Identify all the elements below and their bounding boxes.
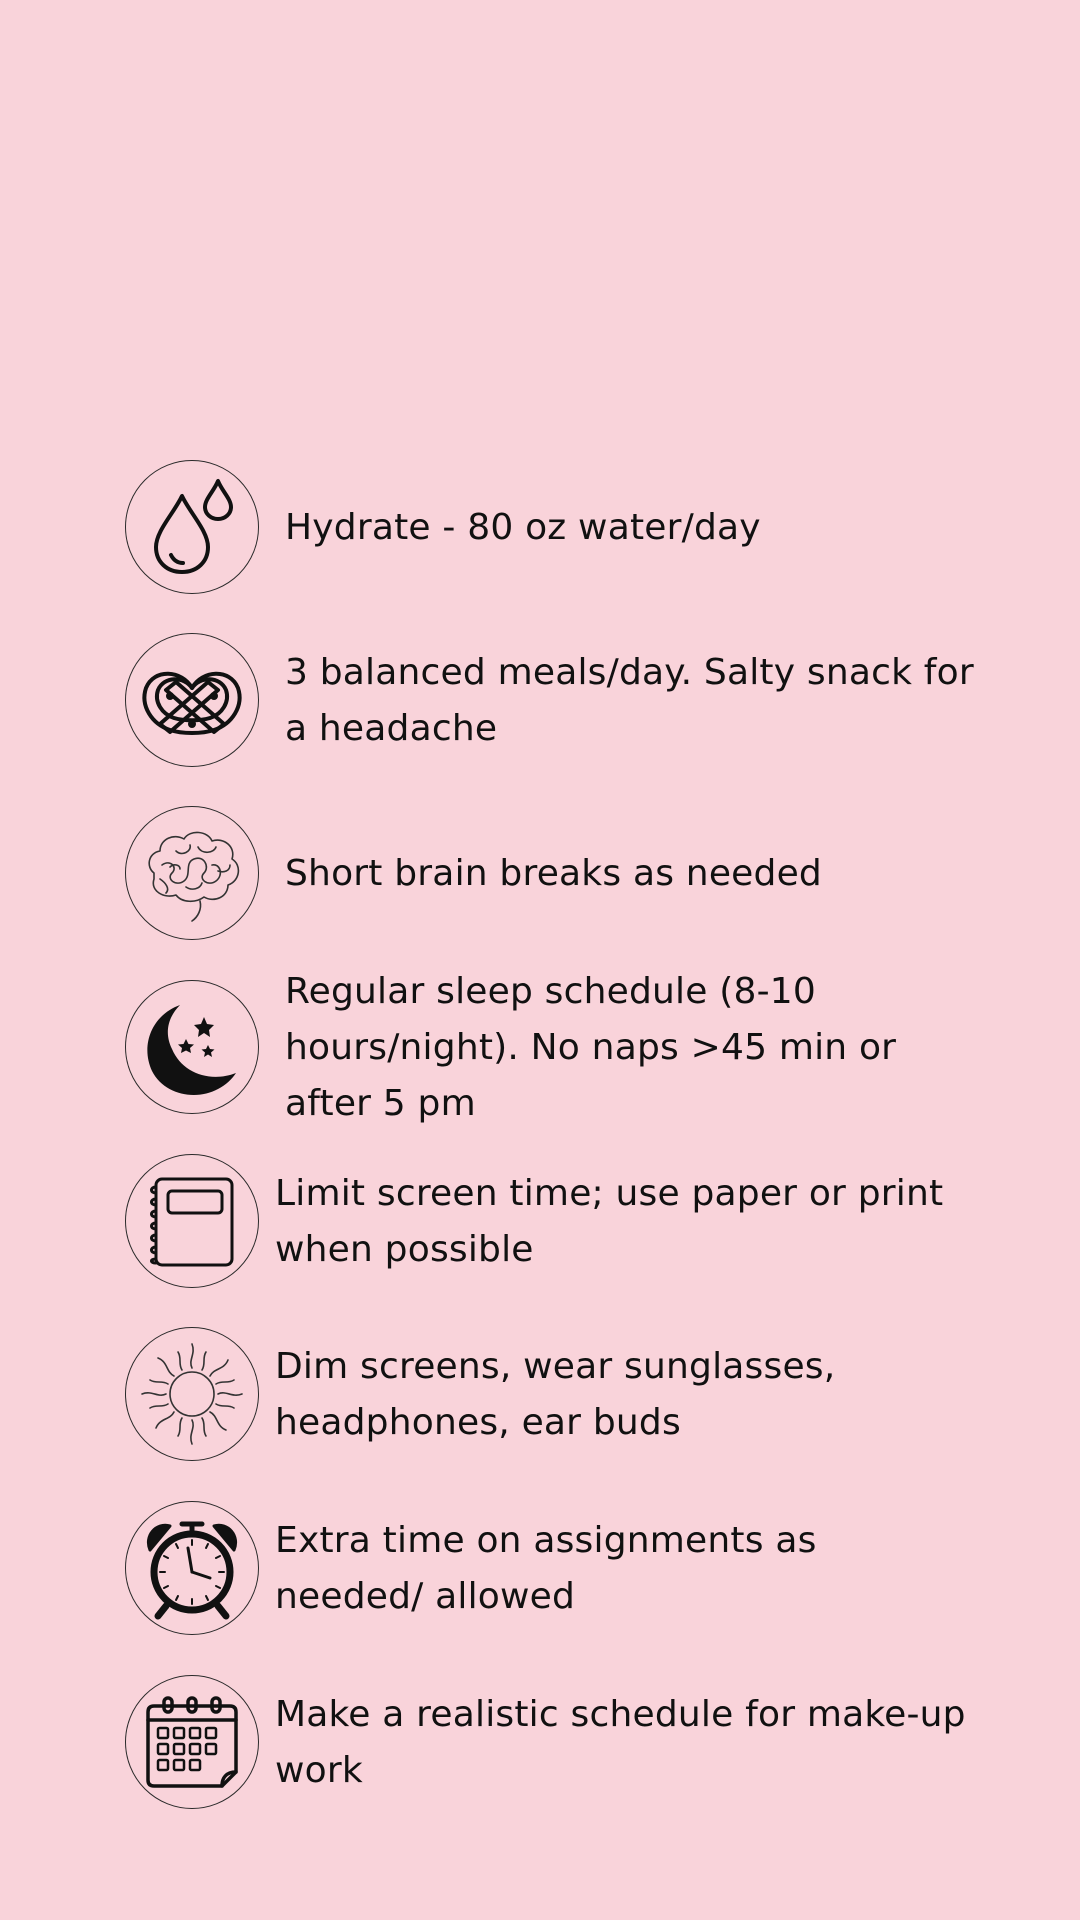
tip-sleep [0, 971, 1080, 1124]
pretzel-icon [125, 633, 259, 767]
tip-text: Hydrate - 80 oz water/day [285, 507, 761, 548]
tip-text: Make a realistic schedule for make-up work [275, 1694, 966, 1791]
tip-make-up-work [0, 1675, 1080, 1811]
tip-hydrate [0, 460, 1080, 596]
tip-extra-time [0, 1501, 1080, 1637]
moon-stars-icon [125, 980, 259, 1114]
tip-meals [0, 633, 1080, 769]
tip-text: Extra time on assignments as needed/ allowed [275, 1520, 817, 1617]
brain-icon [125, 806, 259, 940]
tip-text: 3 balanced meals/day. Salty snack for a headache [285, 652, 974, 749]
tip-text: Dim screens, wear sunglasses, headphones, ear buds [275, 1346, 836, 1443]
tip-text: Short brain breaks as needed [285, 853, 822, 894]
alarm-clock-icon [125, 1501, 259, 1635]
calendar-icon [125, 1675, 259, 1809]
tip-text: Regular sleep schedule (8-10 hours/night). No naps >45 min or after 5 pm [285, 971, 897, 1124]
tip-brain-breaks [0, 806, 1080, 942]
tip-dim-screens [0, 1327, 1080, 1463]
tip-text: Limit screen time; use paper or print when possible [275, 1173, 944, 1270]
water-drops-icon [125, 460, 259, 594]
tip-screen-time [0, 1154, 1080, 1290]
notebook-icon [125, 1154, 259, 1288]
sun-icon [125, 1327, 259, 1461]
